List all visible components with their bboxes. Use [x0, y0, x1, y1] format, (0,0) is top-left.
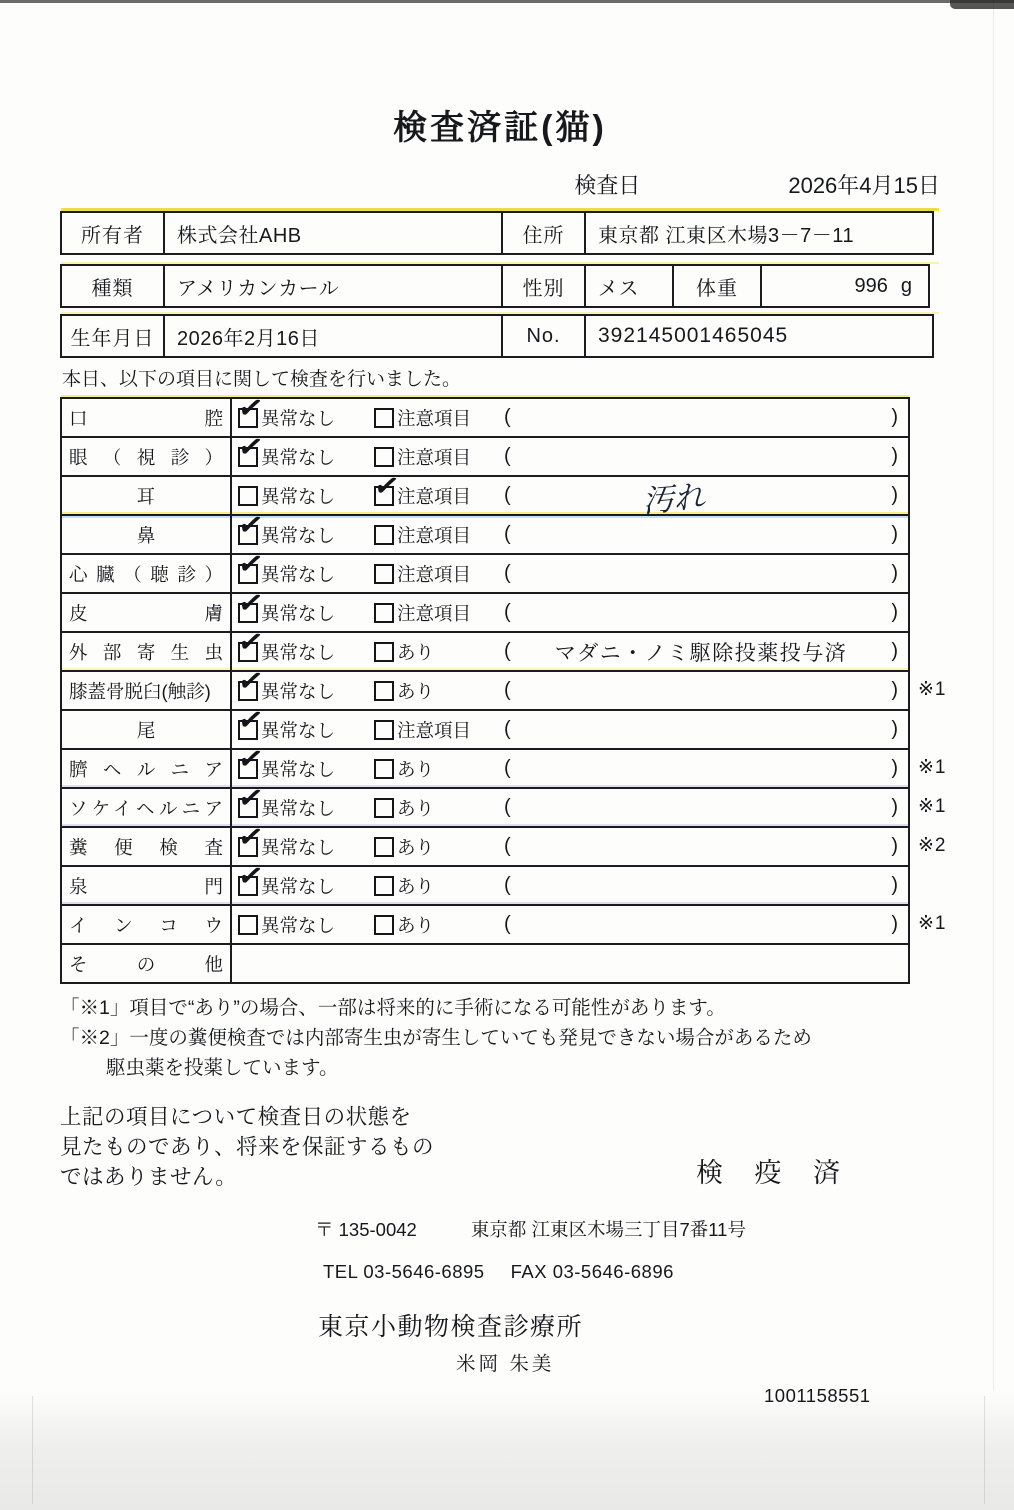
option-attention — [374, 600, 471, 626]
intro-sentence: 本日、以下の項目に関して検査を行いました。 — [62, 369, 462, 390]
remarks-field — [490, 637, 908, 667]
paren-close: ) — [891, 757, 898, 779]
exam-item-label: 口 腔 — [62, 399, 232, 436]
checkmark-icon: ✓ — [235, 389, 266, 427]
weight-unit: g — [900, 274, 912, 297]
birthdate-label: 生年月日 — [60, 314, 165, 358]
remarks-text: マダニ・ノミ駆除投薬投与済 — [554, 641, 848, 665]
checkbox-icon — [374, 447, 394, 467]
clinic-footer — [60, 1216, 940, 1407]
exam-item-label: 鼻 — [62, 516, 232, 553]
animal-info-table — [60, 211, 940, 358]
option-attention — [374, 912, 434, 938]
clinic-address: 東京都 江東区木場三丁目7番11号 — [470, 1219, 746, 1240]
checkbox-options — [232, 779, 490, 821]
footnote-mark: ※1 — [918, 796, 947, 817]
examination-checklist-table — [60, 389, 947, 984]
breed-value: アメリカンカール — [163, 264, 503, 308]
option-no-abnormality — [235, 701, 374, 743]
paren-close: ) — [891, 640, 898, 662]
address-label: 住所 — [501, 211, 586, 255]
inspection-date-row — [60, 169, 940, 200]
paren-open: ( — [504, 445, 511, 467]
paren-open: ( — [504, 640, 511, 662]
owner-row — [60, 211, 940, 255]
checkbox-icon — [374, 720, 394, 740]
exam-item-label: そ の 他 — [62, 945, 232, 982]
checkbox-options — [232, 428, 490, 470]
checklist-row — [62, 740, 947, 789]
paren-open: ( — [504, 718, 511, 740]
option-attention — [374, 639, 434, 665]
option-label: 異常なし — [261, 680, 336, 702]
option-no-abnormality — [238, 912, 374, 938]
checkbox-options — [232, 389, 490, 431]
checklist-row — [62, 779, 947, 828]
checkbox-icon — [371, 467, 402, 506]
option-label: 注意項目 — [397, 524, 472, 546]
remarks-field — [490, 913, 908, 936]
remarks-field — [490, 796, 908, 819]
checkbox-icon — [238, 486, 258, 506]
checkmark-icon: ✓ — [235, 506, 266, 544]
exam-item-label: 眼 （ 視 診 ） — [62, 438, 232, 475]
footnote-mark: ※1 — [918, 913, 947, 934]
option-no-abnormality — [235, 662, 374, 704]
checklist-row — [62, 818, 947, 867]
paren-open: ( — [504, 757, 511, 779]
option-no-abnormality — [235, 584, 374, 626]
checkbox-options — [232, 506, 490, 548]
option-label: あり — [397, 641, 435, 663]
inspection-date-value: 2026年4月15日 — [788, 173, 940, 198]
checkbox-icon — [238, 915, 258, 935]
option-no-abnormality — [238, 483, 374, 509]
option-label: 異常なし — [261, 641, 336, 663]
weight-value — [760, 264, 930, 308]
remarks-field — [490, 874, 908, 897]
checkbox-icon — [235, 701, 266, 740]
checkbox-icon — [374, 525, 394, 545]
checkbox-options — [232, 662, 490, 704]
inspection-date-label: 検査日 — [574, 173, 641, 198]
checkmark-icon: ✓ — [235, 428, 266, 466]
checkbox-icon — [235, 818, 266, 857]
checklist-row — [62, 701, 908, 750]
exam-item-label: 糞 便 検 査 — [62, 828, 232, 865]
quarantine-passed-stamp: 検 疫 済 — [695, 1158, 852, 1188]
exam-item-label: 膝蓋骨脱臼(触診) — [62, 672, 232, 709]
checkbox-options — [232, 545, 490, 587]
owner-value: 株式会社AHB — [163, 211, 503, 255]
option-no-abnormality — [235, 428, 374, 470]
postal-code: 〒 135-0042 — [315, 1219, 417, 1240]
checkbox-icon — [235, 623, 266, 662]
option-label: 異常なし — [261, 914, 336, 936]
paren-open: ( — [504, 523, 511, 545]
microchip-no-label: No. — [501, 314, 586, 358]
checklist-row — [62, 584, 908, 633]
option-label: 異常なし — [261, 758, 336, 780]
checkbox-options — [232, 467, 490, 509]
checkbox-icon — [374, 837, 394, 857]
remarks-field — [490, 406, 908, 429]
checkbox-icon — [374, 915, 394, 935]
option-attention — [374, 444, 471, 470]
paper-edge-line — [32, 1396, 33, 1504]
checkbox-options — [232, 912, 490, 938]
exam-item-label: 尾 — [62, 711, 232, 748]
checklist-row — [62, 623, 908, 672]
paren-close: ) — [891, 874, 898, 896]
serial-number: 1001158551 — [764, 1385, 871, 1406]
paren-close: ) — [891, 835, 898, 857]
checkbox-icon — [235, 428, 266, 467]
checkbox-icon — [235, 389, 266, 428]
remarks-field — [490, 601, 908, 624]
option-label: あり — [397, 875, 435, 897]
remarks-field — [490, 757, 908, 780]
checkbox-icon — [374, 642, 394, 662]
option-label: 異常なし — [261, 485, 336, 507]
paren-close: ) — [891, 913, 898, 935]
checkbox-icon — [374, 876, 394, 896]
footnote-1: 「※1」項目で“あり”の場合、一部は将来的に手術になる可能性があります。 — [60, 997, 726, 1019]
paren-open: ( — [504, 874, 511, 896]
remarks-field — [490, 835, 908, 858]
paren-open: ( — [504, 484, 511, 506]
paper-edge-line — [984, 1396, 985, 1504]
disclaimer-line-3: ではありません。 — [60, 1165, 238, 1189]
option-label: 注意項目 — [397, 602, 472, 624]
checkbox-icon — [235, 662, 266, 701]
paren-open: ( — [504, 796, 511, 818]
checkbox-icon — [235, 506, 266, 545]
checklist-row — [62, 857, 908, 906]
remarks-text: 汚れ — [640, 478, 706, 521]
paren-close: ) — [891, 484, 898, 506]
checkbox-icon — [374, 798, 394, 818]
option-attention — [374, 678, 434, 704]
birthdate-row — [60, 314, 940, 358]
checkmark-icon: ✓ — [371, 467, 402, 505]
checkbox-options — [232, 701, 490, 743]
option-label: 注意項目 — [397, 485, 472, 507]
paper-bottom-edge — [0, 1390, 1014, 1510]
option-label: 異常なし — [261, 446, 336, 468]
option-attention — [374, 834, 434, 860]
checkmark-icon: ✓ — [235, 623, 266, 661]
option-label: 異常なし — [261, 563, 336, 585]
option-label: 異常なし — [261, 524, 336, 546]
option-label: 注意項目 — [397, 563, 472, 585]
clinic-phone-line — [323, 1261, 940, 1283]
scan-edge-artifact — [0, 0, 1014, 3]
paren-close: ) — [891, 445, 898, 467]
remarks-field — [490, 562, 908, 585]
footnote-mark: ※1 — [918, 757, 947, 778]
checklist-row — [62, 545, 908, 594]
checkmark-icon: ✓ — [235, 662, 266, 700]
option-label: 異常なし — [261, 719, 336, 741]
checkbox-options — [232, 623, 490, 665]
option-label: あり — [397, 680, 435, 702]
option-label: 異常なし — [261, 836, 336, 858]
checkbox-icon — [374, 603, 394, 623]
checkbox-icon — [235, 545, 266, 584]
weight-number: 996 — [854, 274, 888, 297]
option-label: あり — [397, 758, 435, 780]
option-label: あり — [397, 836, 435, 858]
paren-close: ) — [891, 562, 898, 584]
disclaimer-line-1: 上記の項目について検査日の状態を — [60, 1105, 412, 1129]
checkmark-icon: ✓ — [235, 701, 266, 739]
checkbox-options — [232, 584, 490, 626]
option-no-abnormality — [235, 740, 374, 782]
page-title: 検査済証(猫) — [393, 109, 607, 147]
option-attention — [374, 795, 434, 821]
exam-item-label: ソケイヘルニア — [62, 789, 232, 826]
option-label: 注意項目 — [397, 719, 472, 741]
checklist-row — [62, 662, 947, 711]
paren-close: ) — [891, 718, 898, 740]
checkbox-icon — [235, 740, 266, 779]
sex-label: 性別 — [501, 264, 586, 308]
checkmark-icon: ✓ — [235, 857, 266, 895]
paren-close: ) — [891, 796, 898, 818]
paren-open: ( — [504, 913, 511, 935]
checkmark-icon: ✓ — [235, 818, 266, 856]
footnote-mark: ※1 — [918, 679, 947, 700]
paren-close: ) — [891, 406, 898, 428]
birthdate-value: 2026年2月16日 — [163, 314, 503, 358]
checkmark-icon: ✓ — [235, 584, 266, 622]
exam-item-label: 外 部 寄 生 虫 — [62, 633, 232, 670]
disclaimer-and-stamp-row — [60, 1102, 940, 1192]
paren-close: ) — [891, 601, 898, 623]
checkbox-options — [232, 818, 490, 860]
remarks-field — [490, 718, 908, 741]
footnote-mark: ※2 — [918, 835, 947, 856]
weight-label: 体重 — [672, 264, 762, 308]
exam-item-label: イ ン コ ウ — [62, 906, 232, 943]
option-attention — [374, 405, 471, 431]
option-no-abnormality — [235, 857, 374, 899]
option-label: あり — [397, 797, 435, 819]
remarks-field — [490, 523, 908, 546]
checkbox-icon — [235, 779, 266, 818]
option-label: あり — [397, 914, 435, 936]
sex-value: メス — [584, 264, 674, 308]
footnote-2: 「※2」一度の糞便検査では内部寄生虫が寄生していても発見できない場合があるため — [60, 1027, 812, 1049]
option-label: 異常なし — [261, 797, 336, 819]
breed-row — [60, 264, 940, 308]
exam-item-label: 心 臓 （ 聴 診 ） — [62, 555, 232, 592]
breed-label: 種類 — [60, 264, 165, 308]
scan-corner-artifact — [950, 0, 1014, 9]
option-attention — [374, 561, 471, 587]
checkmark-icon: ✓ — [235, 740, 266, 778]
option-no-abnormality — [235, 779, 374, 821]
checklist-row — [62, 389, 908, 438]
option-label: 注意項目 — [397, 407, 472, 429]
veterinarian-name: 米岡 朱美 — [456, 1353, 555, 1375]
option-label: 異常なし — [261, 602, 336, 624]
remarks-field — [490, 679, 908, 702]
paren-open: ( — [504, 679, 511, 701]
remarks-field — [490, 473, 908, 521]
checkbox-options — [232, 740, 490, 782]
microchip-no-value: 392145001465045 — [584, 314, 934, 358]
option-attention — [374, 717, 471, 743]
option-label: 異常なし — [261, 875, 336, 897]
option-no-abnormality — [235, 545, 374, 587]
option-attention — [371, 467, 472, 509]
exam-item-label: 泉 門 — [62, 867, 232, 904]
checkbox-icon — [235, 857, 266, 896]
disclaimer-text — [60, 1102, 500, 1192]
checkbox-options — [232, 857, 490, 899]
checkmark-icon: ✓ — [235, 779, 266, 817]
scan-edge-artifact — [993, 0, 994, 1510]
checklist-row — [62, 467, 908, 521]
owner-label: 所有者 — [60, 211, 165, 255]
checkbox-icon — [235, 584, 266, 623]
paren-open: ( — [504, 406, 511, 428]
exam-item-label: 耳 — [62, 477, 232, 514]
certificate-content — [60, 100, 947, 1407]
option-label: 注意項目 — [397, 446, 472, 468]
option-attention — [374, 873, 434, 899]
option-no-abnormality — [235, 818, 374, 860]
paren-close: ) — [891, 679, 898, 701]
clinic-address-line — [315, 1216, 940, 1242]
checkbox-icon — [374, 408, 394, 428]
option-attention — [374, 522, 471, 548]
exam-item-label: 臍 ヘ ル ニ ア — [62, 750, 232, 787]
checklist-row — [62, 945, 908, 982]
clinic-name: 東京小動物検査診療所 — [318, 1313, 584, 1341]
option-no-abnormality — [235, 506, 374, 548]
checkbox-icon — [374, 759, 394, 779]
disclaimer-line-2: 見たものであり、将来を保証するもの — [60, 1135, 435, 1159]
option-attention — [374, 756, 434, 782]
checkmark-icon: ✓ — [235, 545, 266, 583]
checkbox-icon — [374, 681, 394, 701]
exam-item-label: 皮 膚 — [62, 594, 232, 631]
address-value: 東京都 江東区木場3－7－11 — [584, 211, 934, 255]
paren-open: ( — [504, 562, 511, 584]
checkbox-icon — [374, 564, 394, 584]
option-no-abnormality — [235, 389, 374, 431]
checklist-row — [62, 906, 947, 945]
checklist-row — [62, 506, 908, 555]
fax-number: FAX 03-5646-6896 — [510, 1261, 674, 1282]
tel-number: TEL 03-5646-6895 — [323, 1261, 485, 1282]
paren-close: ) — [891, 523, 898, 545]
paren-open: ( — [504, 601, 511, 623]
footnote-2-continued: 駆虫薬を投薬しています。 — [106, 1057, 339, 1079]
option-label: 異常なし — [261, 407, 336, 429]
paren-open: ( — [504, 835, 511, 857]
option-no-abnormality — [235, 623, 374, 665]
footnotes — [60, 994, 940, 1082]
